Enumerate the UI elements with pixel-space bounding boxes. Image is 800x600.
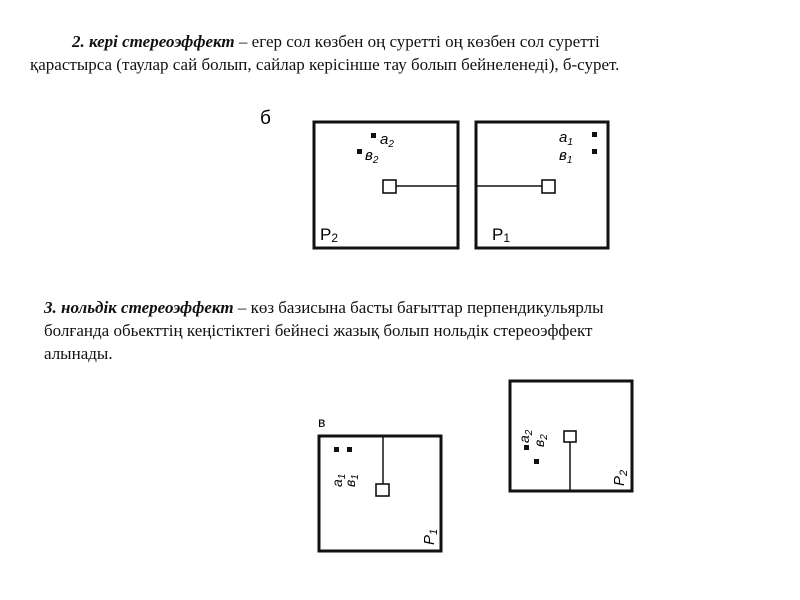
figure-b-right-square [542, 180, 555, 193]
figure-v-left-point-a [334, 447, 339, 452]
figure-v-left-square [376, 484, 389, 496]
section-3-line2: болғанда обьекттің кеңістіктегі бейнесі жазық болып нольдік стереоэффект [44, 321, 593, 340]
figure-b-left-point-a [371, 133, 376, 138]
section-3-line1: көз базисына басты бағыттар перпендикульярлы [250, 298, 604, 317]
figure-b-diagram [250, 100, 650, 260]
figure-b-left-square [383, 180, 396, 193]
figure-b-left-label-a: $а_2$ [380, 131, 394, 150]
figure-v-right-label-a: $а_2$ [516, 429, 535, 443]
section-3-dash: – [233, 298, 251, 317]
figure-v-right-label-b: $в_2$ [531, 434, 550, 447]
figure-v-right-square [564, 431, 576, 442]
figure-v-right-point-a [524, 445, 529, 450]
figure-b-right-point-b [592, 149, 597, 154]
figure-b-right-label-a: $а_1$ [559, 129, 573, 148]
figure-b-left-label-b: $в_2$ [365, 147, 379, 166]
figure-b [250, 100, 650, 260]
figure-v-diagram [310, 375, 650, 560]
figure-v [310, 375, 650, 560]
figure-v-left-label-b: $в_1$ [342, 474, 361, 487]
section-3-line3: алынады. [44, 344, 113, 363]
section-2-line2: қарастырса (таулар сай болып, сайлар керісінше тау болып бейнеленеді), б-сурет. [30, 55, 620, 74]
figure-b-left-caption: Р2 [320, 225, 339, 245]
figure-v-right-caption: $Р_2$ [611, 469, 630, 486]
section-2-dash: – [234, 32, 252, 51]
section-2-paragraph [30, 30, 780, 76]
figure-b-right-caption: Р1 [492, 225, 511, 245]
figure-v-right-point-b [534, 459, 539, 464]
section-2-line1: егер сол көзбен оң суретті оң көзбен сол суретті [251, 32, 600, 51]
figure-b-right-label-b: $в_1$ [559, 147, 573, 166]
section-2-title: 2. кері стереоэффект [72, 32, 235, 51]
figure-v-left-point-b [347, 447, 352, 452]
figure-b-left-point-b [357, 149, 362, 154]
figure-v-left-caption: $Р_1$ [421, 528, 440, 545]
section-3-paragraph [44, 296, 744, 365]
figure-b-right-point-a [592, 132, 597, 137]
figure-b-label: б [260, 108, 271, 129]
section-3-title: 3. нольдік стереоэффект [44, 298, 234, 317]
figure-v-label: в [318, 414, 326, 430]
figure-v-left-label-a: $а_1$ [329, 473, 348, 487]
